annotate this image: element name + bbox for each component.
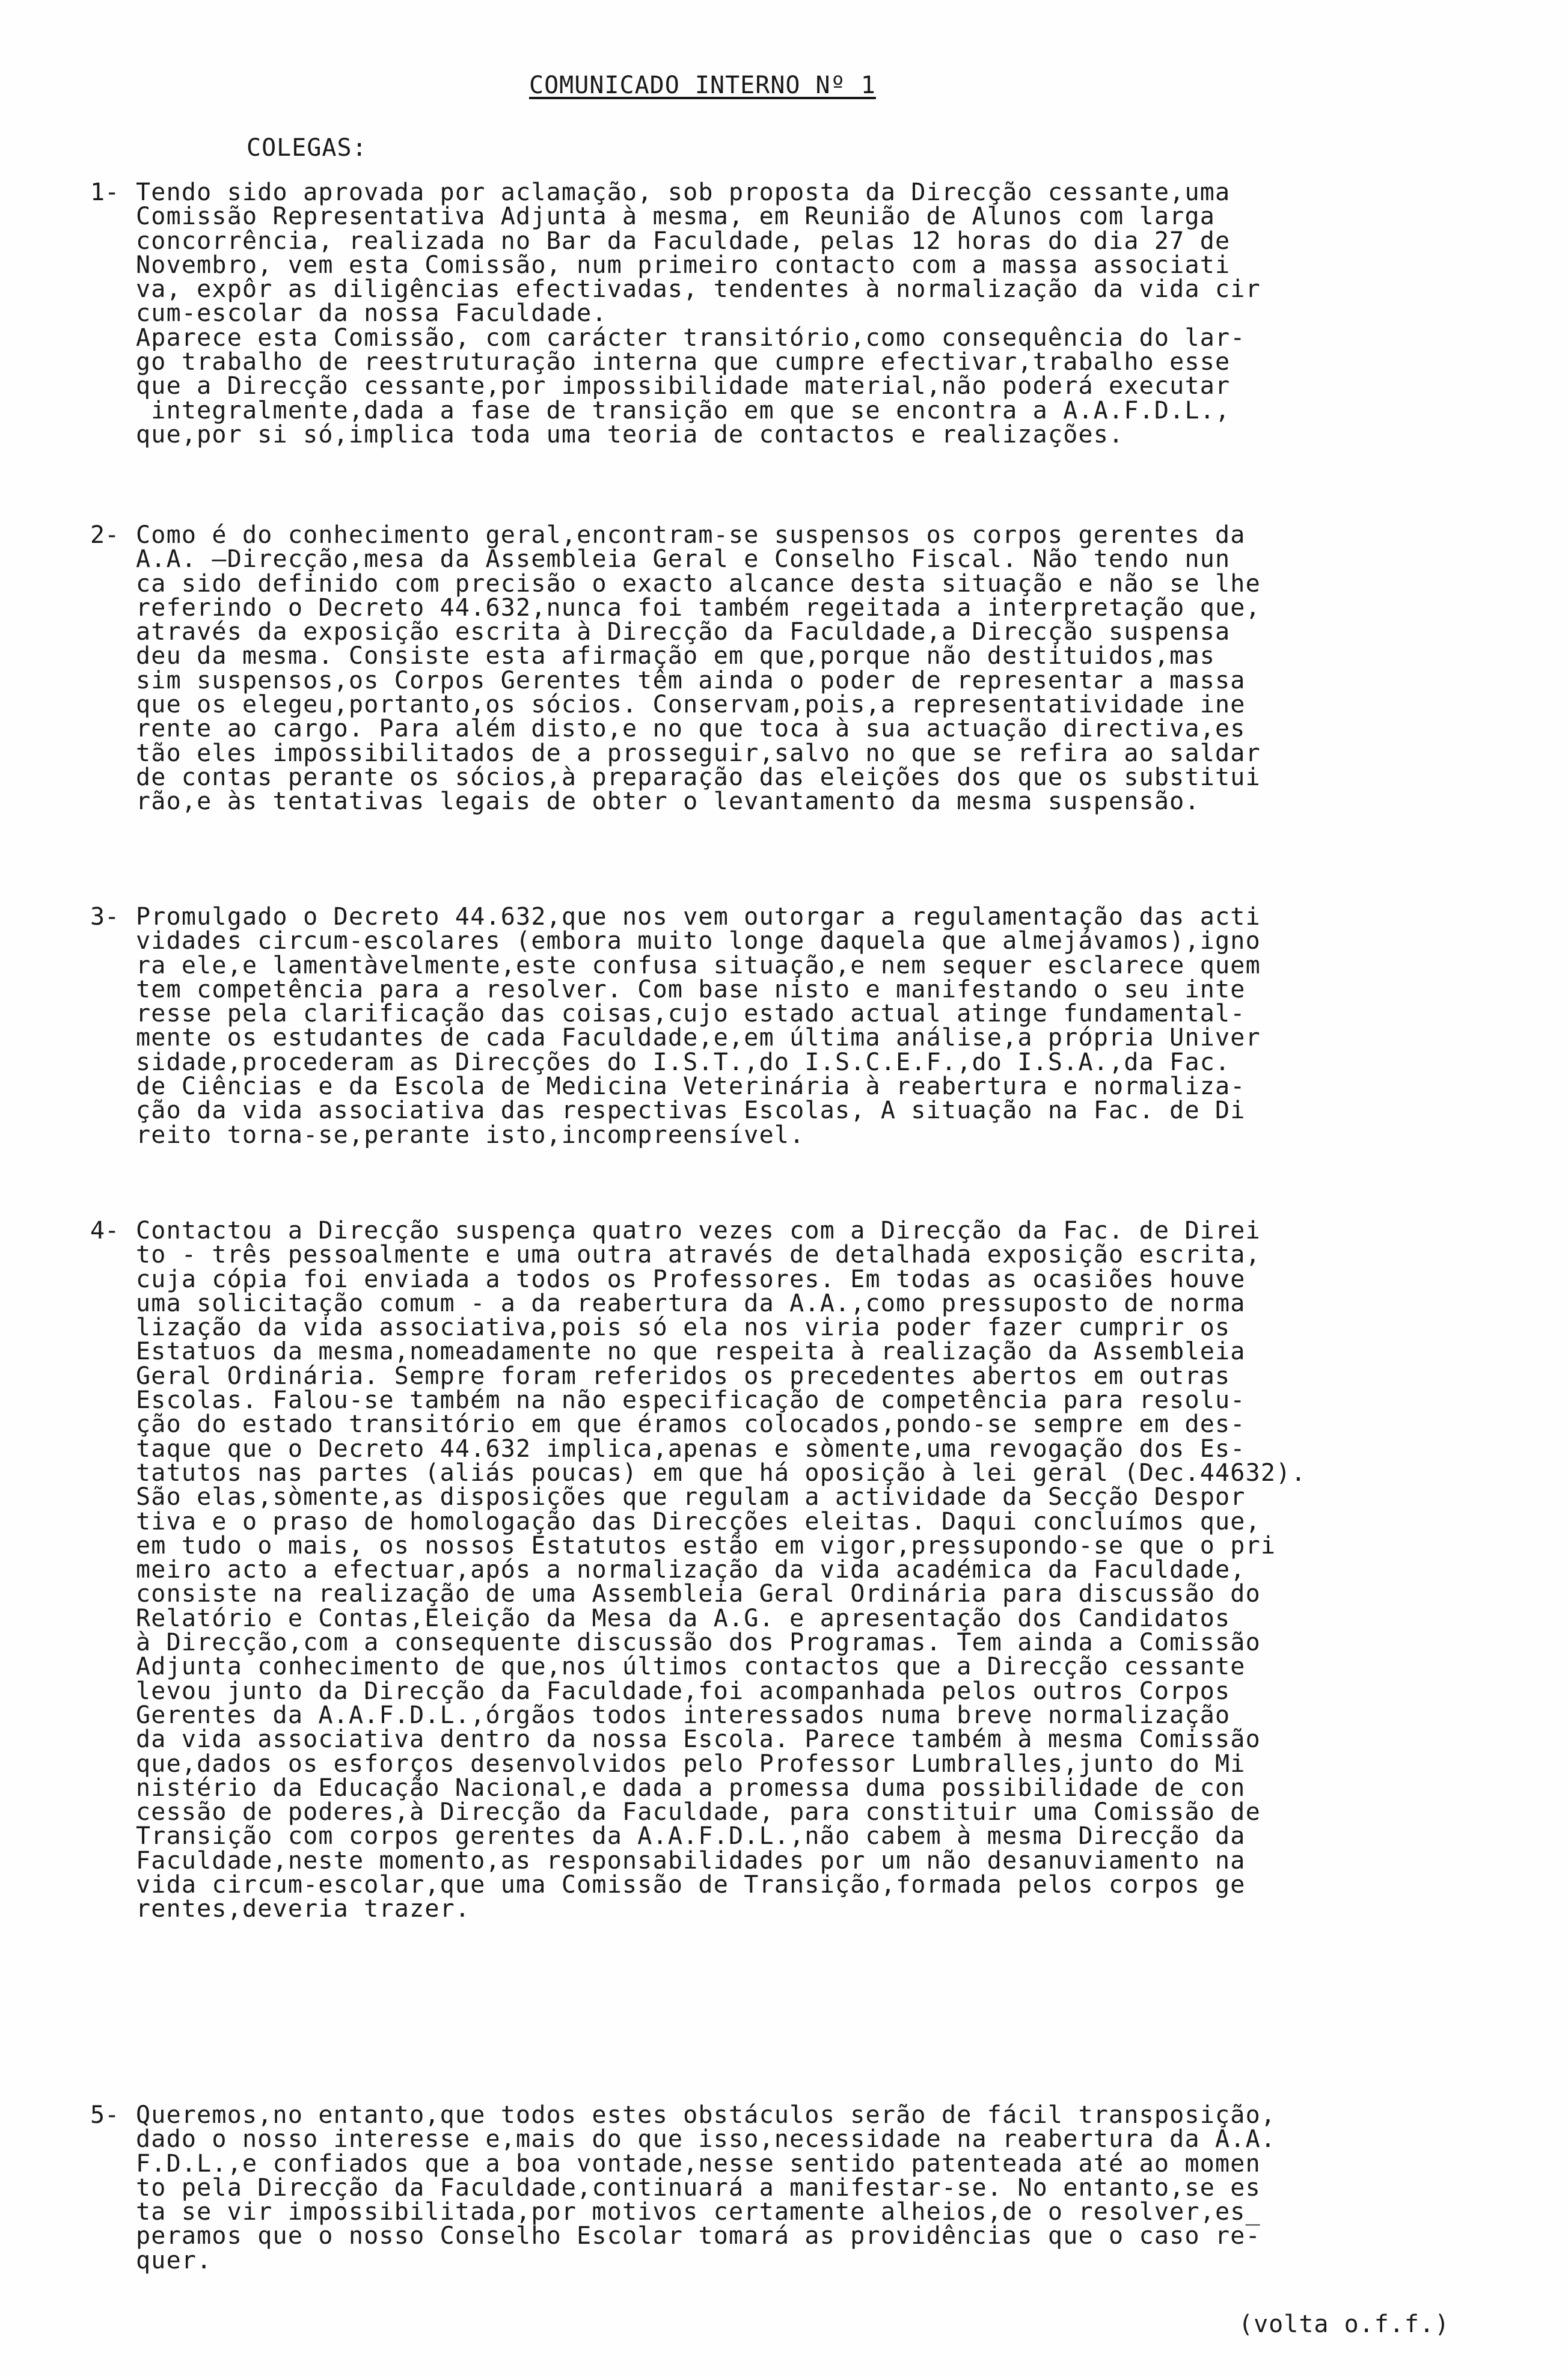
- salutation: COLEGAS:: [247, 134, 367, 162]
- paragraph-line: quer.: [136, 2246, 212, 2274]
- paragraph-4: [90, 1219, 1521, 1921]
- paragraph-line: Escolas. Falou-se também na não especificação de competência para resolu-: [136, 1386, 1246, 1415]
- paragraph-number: 3-: [90, 903, 120, 931]
- paragraph-line: cum-escolar da nossa Faculdade.: [136, 299, 607, 328]
- paragraph-line: reito torna-se,perante isto,incompreensível.: [136, 1121, 805, 1149]
- paragraph-line: tiva e o praso de homologação das Direcções eleitas. Daqui concluímos que,: [136, 1507, 1261, 1536]
- paragraph-line: que,dados os esforços desenvolvidos pelo Professor Lumbralles,junto do Mi: [136, 1750, 1246, 1778]
- paragraph-line: Queremos,no entanto,que todos estes obstáculos serão de fácil transposição,: [136, 2101, 1276, 2129]
- paragraph-line: de contas perante os sócios,à preparação das eleições dos que os substitui: [136, 763, 1261, 791]
- paragraph-2: [90, 523, 1521, 814]
- paragraph-line: Comissão Representativa Adjunta à mesma, em Reunião de Alunos com larga: [136, 203, 1216, 231]
- paragraph-line: ca sido definido com precisão o exacto alcance desta situação e não se lhe: [136, 569, 1261, 598]
- paragraph-line: Gerentes da A.A.F.D.L.,órgãos todos interessados numa breve normalização: [136, 1701, 1231, 1729]
- paragraph-line: rente ao cargo. Para além disto,e no que toca à sua actuação directiva,es: [136, 715, 1246, 743]
- paragraph-line: consiste na realização de uma Assembleia Geral Ordinária para discussão do: [136, 1580, 1261, 1608]
- paragraph-line: resse pela clarificação das coisas,cujo estado actual atinge fundamental-: [136, 1000, 1246, 1028]
- paragraph-line: nistério da Educação Nacional,e dada a promessa duma possibilidade de con: [136, 1774, 1246, 1802]
- paragraph-line: de Ciências e da Escola de Medicina Veterinária à reabertura e normaliza-: [136, 1073, 1246, 1101]
- paragraph-number: 1-: [90, 179, 120, 206]
- paragraph-line: ta se vir impossibilitada,por motivos certamente alheios,de o resolver,es_: [136, 2198, 1261, 2226]
- paragraph-line: Promulgado o Decreto 44.632,que nos vem outorgar a regulamentação das acti: [136, 903, 1261, 931]
- paragraph-line: em tudo o mais, os nossos Estatutos estão em vigor,pressupondo-se que o pri: [136, 1531, 1276, 1560]
- paragraph-line: ção da vida associativa das respectivas Escolas, A situação na Fac. de Di: [136, 1097, 1246, 1125]
- paragraph-line: que a Direcção cessante,por impossibilidade material,não poderá executar: [136, 372, 1231, 400]
- paragraph-line: dado o nosso interesse e,mais do que isso,necessidade na reabertura da A.A.: [136, 2125, 1276, 2154]
- page-turn-note: (volta o.f.f.): [1239, 2310, 1450, 2338]
- paragraph-line: tem competência para a resolver. Com base nisto e manifestando o seu inte: [136, 975, 1246, 1003]
- document-title: COMUNICADO INTERNO Nº 1: [529, 72, 876, 99]
- paragraph-3: [90, 905, 1521, 1147]
- paragraph-line: que,por si só,implica toda uma teoria de contactos e realizações.: [136, 420, 1124, 449]
- paragraph-line: cuja cópia foi enviada a todos os Professores. Em todas as ocasiões houve: [136, 1265, 1246, 1293]
- paragraph-line: Adjunta conhecimento de que,nos últimos contactos que a Direcção cessante: [136, 1653, 1246, 1681]
- paragraph-line: deu da mesma. Consiste esta afirmação em que,porque não destituidos,mas: [136, 642, 1216, 670]
- paragraph-line: Tendo sido aprovada por aclamação, sob proposta da Direcção cessante,uma: [136, 179, 1231, 206]
- paragraph-1: [90, 180, 1521, 447]
- paragraph-line: mente os estudantes de cada Faculdade,e,em última análise,a própria Univer: [136, 1024, 1261, 1052]
- paragraph-line: sidade,procederam as Direcções do I.S.T.,do I.S.C.E.F.,do I.S.A.,da Fac.: [136, 1048, 1231, 1076]
- paragraph-line: Geral Ordinária. Sempre foram referidos os precedentes abertos em outras: [136, 1362, 1231, 1390]
- paragraph-line: Relatório e Contas,Eleição da Mesa da A.G. e apresentação dos Candidatos: [136, 1604, 1231, 1632]
- paragraph-number: 2-: [90, 521, 120, 549]
- paragraph-line: São elas,sòmente,as disposições que regulam a actividade da Secção Despor: [136, 1483, 1246, 1511]
- paragraph-line: uma solicitação comum - a da reabertura da A.A.,como pressuposto de norma: [136, 1289, 1246, 1317]
- paragraph-line: à Direcção,com a consequente discussão dos Programas. Tem ainda a Comissão: [136, 1629, 1261, 1657]
- paragraph-number: 5-: [90, 2101, 120, 2129]
- paragraph-line: cessão de poderes,à Direcção da Faculdade, para constituir uma Comissão de: [136, 1798, 1261, 1826]
- paragraph-line: go trabalho de reestruturação interna que cumpre efectivar,trabalho esse: [136, 348, 1231, 376]
- paragraph-line: va, expôr as diligências efectivadas, tendentes à normalização da vida cir: [136, 275, 1261, 304]
- paragraph-line: concorrência, realizada no Bar da Faculdade, pelas 12 horas do dia 27 de: [136, 227, 1231, 255]
- paragraph-line: Transição com corpos gerentes da A.A.F.D.L.,não cabem à mesma Direcção da: [136, 1822, 1246, 1851]
- paragraph-line: através da exposição escrita à Direcção da Faculdade,a Direcção suspensa: [136, 618, 1231, 646]
- paragraph-line: to - três pessoalmente e uma outra através de detalhada exposição escrita,: [136, 1241, 1261, 1269]
- paragraph-line: meiro acto a efectuar,após a normalização da vida académica da Faculdade,: [136, 1556, 1246, 1584]
- paragraph-line: sim suspensos,os Corpos Gerentes têm ainda o poder de representar a massa: [136, 666, 1246, 694]
- paragraph-line: ra ele,e lamentàvelmente,este confusa situação,e nem sequer esclarece quem: [136, 951, 1261, 979]
- paragraph-line: A.A. —Direcção,mesa da Assembleia Geral e Conselho Fiscal. Não tendo nun: [136, 545, 1231, 574]
- paragraph-line: vida circum-escolar,que uma Comissão de Transição,formada pelos corpos ge: [136, 1871, 1246, 1899]
- paragraph-line: peramos que o nosso Conselho Escolar tomará as providências que o caso re-: [136, 2222, 1261, 2250]
- paragraph-line: to pela Direcção da Faculdade,continuará a manifestar-se. No entanto,se es: [136, 2173, 1261, 2202]
- paragraph-line: vidades circum-escolares (embora muito longe daquela que almejávamos),igno: [136, 927, 1261, 955]
- paragraph-line: Contactou a Direcção suspença quatro vezes com a Direcção da Fac. de Direi: [136, 1217, 1261, 1245]
- paragraph-line: rentes,deveria trazer.: [136, 1895, 471, 1923]
- paragraph-line: tatutos nas partes (aliás poucas) em que há oposição à lei geral (Dec.44632).: [136, 1459, 1306, 1487]
- paragraph-line: lização da vida associativa,pois só ela nos viria poder fazer cumprir os: [136, 1314, 1231, 1342]
- paragraph-line: levou junto da Direcção da Faculdade,foi acompanhada pelos outros Corpos: [136, 1677, 1231, 1705]
- paragraph-line: ção do estado transitório em que éramos colocados,pondo-se sempre em des-: [136, 1410, 1246, 1439]
- paragraph-line: da vida associativa dentro da nossa Escola. Parece também à mesma Comissão: [136, 1725, 1261, 1754]
- paragraph-number: 4-: [90, 1217, 120, 1245]
- paragraph-line: Faculdade,neste momento,as responsabilidades por um não desanuviamento na: [136, 1846, 1246, 1875]
- paragraph-line: integralmente,dada a fase de transição em que se encontra a A.A.F.D.L.,: [136, 396, 1231, 424]
- paragraph-line: Novembro, vem esta Comissão, num primeiro contacto com a massa associati: [136, 251, 1231, 279]
- paragraph-line: taque que o Decreto 44.632 implica,apenas e sòmente,uma revogação dos Es-: [136, 1434, 1246, 1463]
- paragraph-line: Aparece esta Comissão, com carácter transitório,como consequência do lar-: [136, 323, 1246, 352]
- paragraph-line: referindo o Decreto 44.632,nunca foi também regeitada a interpretação que,: [136, 593, 1261, 622]
- paragraph-line: Como é do conhecimento geral,encontram-se suspensos os corpos gerentes da: [136, 521, 1246, 549]
- paragraph-line: Estatuos da mesma,nomeadamente no que respeita à realização da Assembleia: [136, 1338, 1246, 1366]
- paragraph-5: [90, 2103, 1521, 2273]
- paragraph-line: que os elegeu,portanto,os sócios. Conservam,pois,a representatividade ine: [136, 691, 1246, 719]
- paragraph-line: tão eles impossibilitados de a prosseguir,salvo no que se refira ao saldar: [136, 739, 1261, 767]
- paragraph-line: rão,e às tentativas legais de obter o levantamento da mesma suspensão.: [136, 788, 1200, 816]
- paragraph-line: F.D.L.,e confiados que a boa vontade,nesse sentido patenteada até ao momen: [136, 2149, 1261, 2178]
